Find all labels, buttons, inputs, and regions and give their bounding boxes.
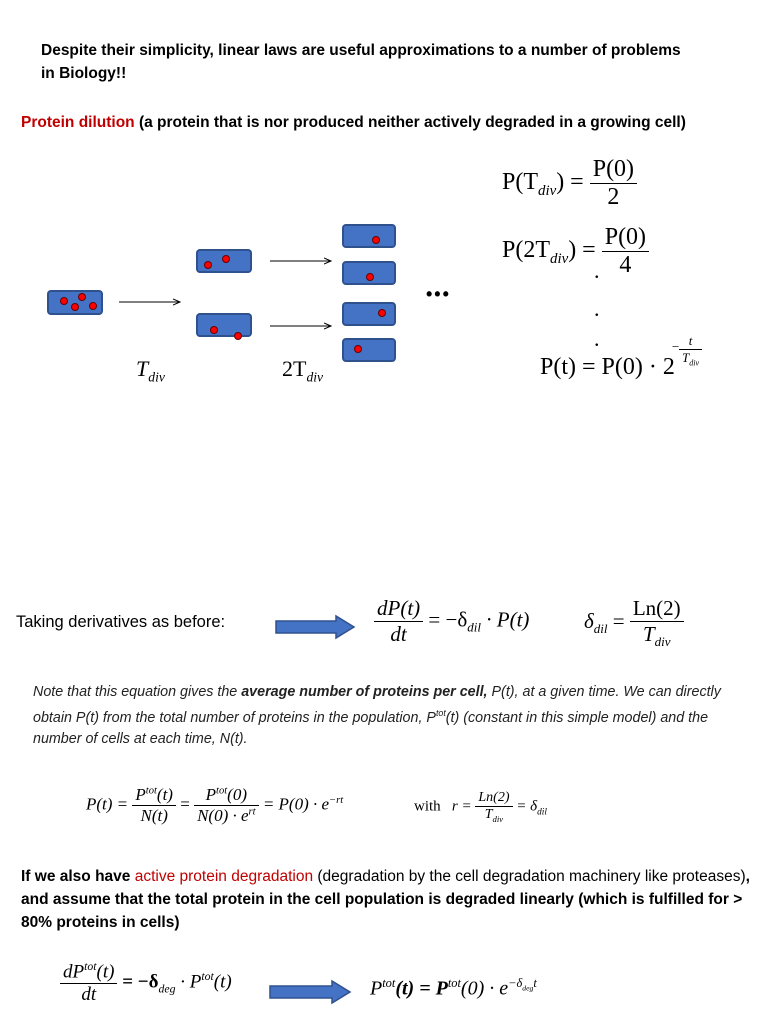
eq-derivative [374, 596, 529, 647]
delta-frac [630, 596, 684, 650]
eq-p-tdiv-num: P(0) [592, 156, 635, 182]
derivative-frac [374, 596, 423, 647]
eq-p-tdiv-rhs: ) = [556, 169, 584, 196]
pop-den1: N(t) [132, 805, 176, 826]
eq-p-t-exponent: − $\frac{t}{T_{div}}$ [679, 333, 702, 368]
degradation-paragraph [21, 865, 751, 934]
eq-p-2tdiv-sub: div [550, 250, 569, 267]
pop-frac2-den [194, 805, 259, 826]
implies-arrow-1 [274, 614, 356, 640]
eq-p-tdiv-den: 2 [590, 183, 637, 211]
deg-rhs2: · P [175, 971, 202, 993]
delta-den [630, 621, 684, 650]
eq-p-t-lhs: P(t) = P(0) · 2 [540, 354, 675, 380]
delta-num: Ln(2) [632, 596, 681, 620]
pop-frac2-num [194, 785, 259, 805]
note-part3: (t) (constant in this simple model) and the number of cells at each time, N(t). [33, 709, 709, 747]
deg-num-sup: tot [84, 960, 97, 973]
eq-p-2tdiv-rhs: ) = [568, 237, 596, 264]
two-tdiv-label [282, 356, 323, 385]
eq-p-t [540, 354, 675, 381]
pop-num2-arg: (0) [227, 785, 247, 804]
dilution-title: Protein dilution [21, 114, 135, 131]
exp-frac [679, 333, 702, 368]
pop-den2: N(0) · e [197, 806, 249, 825]
two-tdiv-sub: div [306, 369, 324, 385]
exp-den-sub: div [689, 358, 700, 368]
rate-with: with [414, 798, 441, 815]
pop-eq2: = P(0) · e [262, 794, 330, 814]
pop-frac2 [194, 785, 259, 826]
rate-eq3: = δ [516, 798, 538, 815]
eq-p-tdiv-lhs: P(T [502, 169, 538, 196]
vertical-dot-2: . [594, 296, 600, 321]
eq-p-2tdiv-num: P(0) [604, 224, 647, 250]
eq-p-tdiv-frac [590, 156, 637, 211]
rate-den-t: T [484, 807, 493, 822]
sol-sup2: tot [447, 976, 461, 990]
intro-text: Despite their simplicity, linear laws are useful approximations to a number of problems in Biology!! [41, 42, 681, 82]
tdiv-t: T [136, 356, 149, 381]
sol-sup: tot [382, 976, 396, 990]
division-arrows [0, 0, 768, 400]
rate-den [475, 806, 512, 824]
note-part1: Note that this equation gives the [33, 684, 242, 700]
eq-p-2tdiv-den: 4 [602, 251, 649, 279]
rate-num: Ln(2) [478, 790, 510, 805]
deg-den: dt [60, 983, 117, 1006]
pop-eq1: = [180, 794, 190, 814]
exp-num: t [688, 333, 693, 348]
rate-r: r = [451, 798, 472, 815]
pop-frac1 [132, 785, 176, 826]
deg-rhs2-sup: tot [201, 970, 214, 984]
delta-sub: dil [593, 621, 608, 637]
delta-den-sub: div [654, 634, 671, 650]
eq-p-2tdiv-frac [602, 224, 649, 279]
tdiv-label [136, 356, 165, 385]
pop-num1: P [135, 785, 146, 804]
derivative-num: dP(t) [377, 596, 421, 620]
exp-den [679, 349, 702, 368]
deg-frac-num [60, 960, 117, 983]
ellipsis: ••• [426, 284, 451, 304]
eq-p-tdiv-sub: div [538, 182, 557, 199]
eq-population [86, 785, 343, 826]
eq-p-2tdiv [502, 224, 649, 279]
deg-num-arg: (t) [96, 961, 115, 983]
sol-exp-sub: deg [522, 983, 534, 993]
note-paragraph [33, 682, 723, 750]
eq-degradation [60, 960, 232, 1006]
delta-eq: = [612, 608, 625, 633]
sol-exp-delta: −δ [508, 976, 523, 990]
two-tdiv-t: 2T [282, 356, 307, 381]
deg-rhs2-arg: (t) [213, 971, 232, 993]
deg-part1: If we also have [21, 868, 135, 885]
eq-delta-dil [584, 596, 684, 650]
pop-lhs: P(t) = [86, 794, 129, 814]
note-part2: P(t), at a given time. We can directly obtain P(t) from the total number of proteins in the population, P [33, 684, 721, 726]
pop-num2-sup: tot [216, 785, 228, 797]
deg-rhs-sub: deg [158, 982, 176, 996]
sol-end: (0) · e [460, 977, 509, 1000]
derivative-label: Taking derivatives as before: [16, 613, 226, 631]
eq-rate [414, 790, 547, 824]
deg-part2: (degradation by the cell degradation machinery like proteases) [313, 868, 746, 885]
pop-num1-sup: tot [145, 785, 157, 797]
rate-frac [475, 790, 512, 824]
dilution-desc: (a protein that is nor produced neither actively degraded in a growing cell) [134, 114, 686, 131]
deg-part3: , and assume that the total protein in the cell population is degraded linearly (which is fulfilled for > 80% proteins in cells) [21, 868, 750, 931]
note-bold: average number of proteins per cell, [241, 684, 488, 700]
pop-num1-arg: (t) [156, 785, 173, 804]
derivative-rhs-sub: dil [467, 619, 481, 635]
sol-lhs: P [370, 977, 383, 1000]
delta-symbol: δ [584, 608, 594, 633]
tdiv-sub: div [148, 369, 165, 385]
vertical-dot-1: . [594, 258, 600, 283]
pop-exp: −rt [329, 794, 344, 806]
rate-den-sub: div [492, 813, 504, 824]
eq-p-tdiv [502, 156, 637, 211]
deg-red: active protein degradation [134, 868, 314, 885]
note-sup: tot [435, 708, 446, 718]
vertical-dot-3: . [594, 326, 600, 351]
rate-dil-sub: dil [537, 807, 547, 818]
sol-exp [508, 976, 537, 993]
derivative-rhs-prefix: = −δ [428, 607, 468, 632]
deg-rhs: = −δ [122, 971, 159, 993]
eq-degradation-solution [370, 976, 537, 1001]
sol-mid: (t) = P [395, 977, 448, 1000]
pop-frac1-num [132, 785, 176, 805]
derivative-rhs-suffix: · P(t) [481, 607, 530, 632]
exp-den-t: T [682, 350, 690, 365]
deg-num: dP [63, 961, 85, 983]
derivative-den: dt [374, 621, 423, 647]
eq-p-2tdiv-lhs: P(2T [502, 237, 550, 264]
deg-frac [60, 960, 117, 1006]
pop-num2: P [205, 785, 217, 804]
delta-den-t: T [642, 622, 655, 646]
sol-exp-t: t [533, 976, 537, 990]
pop-den2-sup: rt [248, 806, 256, 818]
implies-arrow-2 [268, 979, 352, 1005]
